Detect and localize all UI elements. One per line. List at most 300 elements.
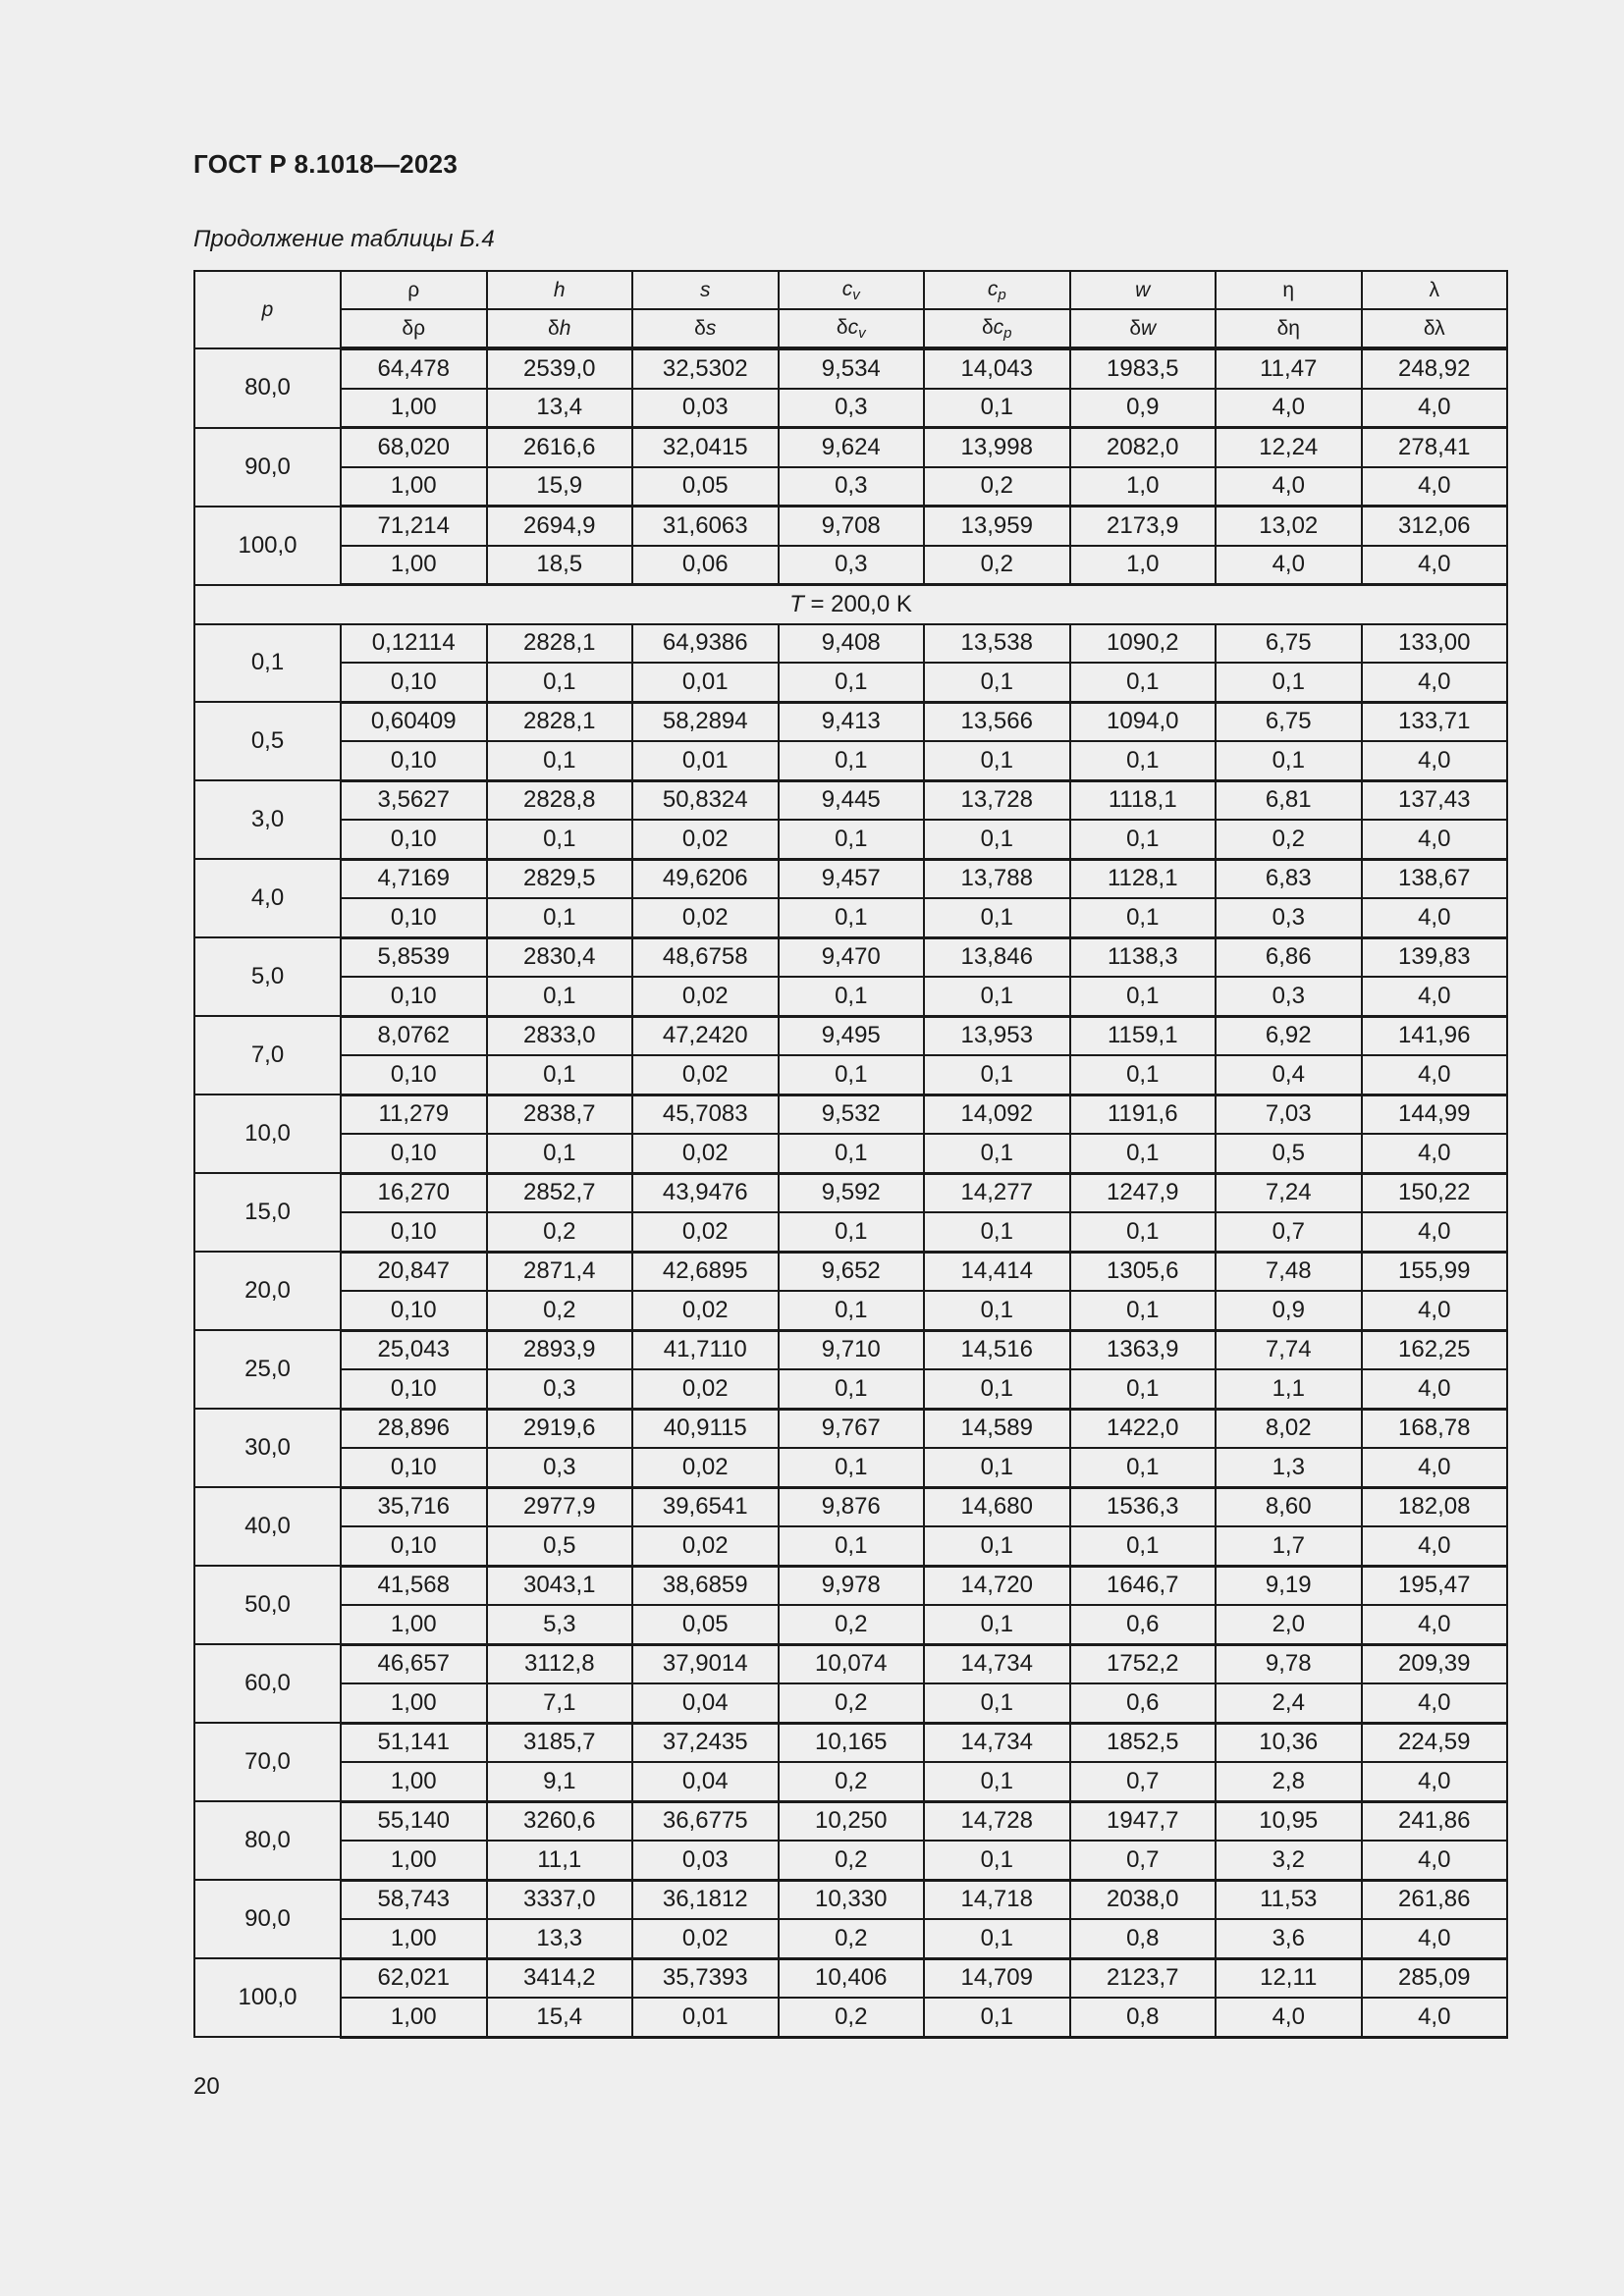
value-cell-rho: 64,478: [341, 348, 487, 389]
uncertainty-cell-lambda: 4,0: [1362, 1291, 1508, 1330]
value-cell-lambda: 278,41: [1362, 428, 1508, 467]
uncertainty-cell-cp: 0,2: [924, 467, 1070, 507]
table-row-uncertainties: [194, 1369, 1507, 1409]
uncertainty-cell-h: 5,3: [487, 1605, 633, 1644]
table-row-uncertainties: [194, 1526, 1507, 1566]
uncertainty-cell-h: 0,1: [487, 820, 633, 859]
value-cell-rho: 46,657: [341, 1644, 487, 1683]
value-cell-cp: 13,953: [924, 1016, 1070, 1055]
uncertainty-cell-h: 0,3: [487, 1369, 633, 1409]
uncertainty-cell-s: 0,02: [632, 1055, 779, 1095]
value-cell-w: 1536,3: [1070, 1487, 1217, 1526]
value-cell-rho: 25,043: [341, 1330, 487, 1369]
uncertainty-cell-s: 0,01: [632, 741, 779, 780]
uncertainty-cell-cv: 0,1: [779, 1448, 925, 1487]
uncertainty-cell-eta: 0,4: [1216, 1055, 1362, 1095]
value-cell-w: 1752,2: [1070, 1644, 1217, 1683]
uncertainty-cell-lambda: 4,0: [1362, 389, 1508, 428]
value-cell-w: 1983,5: [1070, 348, 1217, 389]
value-cell-h: 2830,4: [487, 937, 633, 977]
uncertainty-cell-lambda: 4,0: [1362, 1134, 1508, 1173]
uncertainty-cell-cv: 0,3: [779, 467, 925, 507]
table-row-values: [194, 348, 1507, 389]
table-row-values: [194, 1801, 1507, 1841]
uncertainty-cell-h: 9,1: [487, 1762, 633, 1801]
value-cell-cp: 13,998: [924, 428, 1070, 467]
value-cell-rho: 28,896: [341, 1409, 487, 1448]
value-cell-cv: 9,624: [779, 428, 925, 467]
uncertainty-cell-eta: 4,0: [1216, 546, 1362, 585]
table-row-values: [194, 1566, 1507, 1605]
uncertainty-cell-h: 15,4: [487, 1998, 633, 2037]
pressure-cell: 10,0: [194, 1095, 341, 1173]
value-cell-cp: 14,734: [924, 1644, 1070, 1683]
value-cell-rho: 16,270: [341, 1173, 487, 1212]
uncertainty-cell-eta: 2,8: [1216, 1762, 1362, 1801]
uncertainty-cell-rho: 0,10: [341, 1526, 487, 1566]
table-row-values: [194, 1487, 1507, 1526]
value-cell-cv: 10,330: [779, 1880, 925, 1919]
uncertainty-cell-cv: 0,2: [779, 1605, 925, 1644]
uncertainty-cell-rho: 0,10: [341, 1448, 487, 1487]
table-row-uncertainties: [194, 1291, 1507, 1330]
uncertainty-cell-w: 0,9: [1070, 389, 1217, 428]
header-delta-eta: δη: [1216, 309, 1362, 348]
uncertainty-cell-w: 0,1: [1070, 1526, 1217, 1566]
uncertainty-cell-rho: 0,10: [341, 741, 487, 780]
uncertainty-cell-cv: 0,2: [779, 1683, 925, 1723]
uncertainty-cell-h: 0,5: [487, 1526, 633, 1566]
uncertainty-cell-h: 15,9: [487, 467, 633, 507]
table-row-uncertainties: [194, 820, 1507, 859]
value-cell-rho: 0,60409: [341, 702, 487, 741]
uncertainty-cell-cp: 0,1: [924, 1134, 1070, 1173]
uncertainty-cell-w: 0,1: [1070, 1448, 1217, 1487]
value-cell-rho: 71,214: [341, 507, 487, 546]
value-cell-cp: 14,589: [924, 1409, 1070, 1448]
value-cell-w: 1138,3: [1070, 937, 1217, 977]
uncertainty-cell-cp: 0,1: [924, 1369, 1070, 1409]
value-header-row: [194, 271, 1507, 309]
uncertainty-cell-eta: 0,5: [1216, 1134, 1362, 1173]
value-cell-cp: 14,414: [924, 1252, 1070, 1291]
uncertainty-cell-eta: 1,1: [1216, 1369, 1362, 1409]
pressure-cell: 100,0: [194, 507, 341, 585]
value-cell-s: 37,9014: [632, 1644, 779, 1683]
value-cell-cv: 9,767: [779, 1409, 925, 1448]
uncertainty-header-row: [194, 309, 1507, 348]
value-cell-s: 47,2420: [632, 1016, 779, 1055]
table-row-values: [194, 624, 1507, 664]
value-cell-lambda: 137,43: [1362, 780, 1508, 820]
value-cell-lambda: 195,47: [1362, 1566, 1508, 1605]
value-cell-w: 1422,0: [1070, 1409, 1217, 1448]
pressure-cell: 30,0: [194, 1409, 341, 1487]
value-cell-h: 2838,7: [487, 1095, 633, 1134]
value-cell-w: 2038,0: [1070, 1880, 1217, 1919]
value-cell-eta: 6,83: [1216, 859, 1362, 898]
uncertainty-cell-lambda: 4,0: [1362, 1526, 1508, 1566]
value-cell-s: 43,9476: [632, 1173, 779, 1212]
value-cell-lambda: 139,83: [1362, 937, 1508, 977]
value-cell-eta: 6,75: [1216, 702, 1362, 741]
table-row-uncertainties: [194, 1841, 1507, 1880]
uncertainty-cell-s: 0,02: [632, 1212, 779, 1252]
pressure-cell: 0,5: [194, 702, 341, 780]
uncertainty-cell-eta: 2,0: [1216, 1605, 1362, 1644]
uncertainty-cell-cv: 0,1: [779, 977, 925, 1016]
value-cell-cp: 13,538: [924, 624, 1070, 664]
table-body: [194, 348, 1507, 2037]
value-cell-rho: 68,020: [341, 428, 487, 467]
value-cell-cp: 13,846: [924, 937, 1070, 977]
value-cell-eta: 7,74: [1216, 1330, 1362, 1369]
table-row-uncertainties: [194, 898, 1507, 937]
header-delta-cv: $\delta c_v$: [779, 309, 925, 348]
value-cell-cp: 13,566: [924, 702, 1070, 741]
uncertainty-cell-h: 0,2: [487, 1212, 633, 1252]
uncertainty-cell-cv: 0,1: [779, 1134, 925, 1173]
value-cell-eta: 6,92: [1216, 1016, 1362, 1055]
table-row-values: [194, 1723, 1507, 1762]
value-cell-w: 1947,7: [1070, 1801, 1217, 1841]
uncertainty-cell-s: 0,03: [632, 1841, 779, 1880]
value-cell-cv: 9,413: [779, 702, 925, 741]
uncertainty-cell-s: 0,02: [632, 820, 779, 859]
uncertainty-cell-rho: 0,10: [341, 1134, 487, 1173]
uncertainty-cell-h: 0,3: [487, 1448, 633, 1487]
uncertainty-cell-cp: 0,1: [924, 977, 1070, 1016]
value-cell-lambda: 141,96: [1362, 1016, 1508, 1055]
uncertainty-cell-eta: 3,6: [1216, 1919, 1362, 1958]
uncertainty-cell-w: 0,1: [1070, 820, 1217, 859]
value-cell-eta: 8,60: [1216, 1487, 1362, 1526]
uncertainty-cell-w: 0,6: [1070, 1605, 1217, 1644]
table-row-uncertainties: [194, 1605, 1507, 1644]
value-cell-lambda: 144,99: [1362, 1095, 1508, 1134]
pressure-cell: 40,0: [194, 1487, 341, 1566]
value-cell-s: 32,5302: [632, 348, 779, 389]
header-s: s: [632, 271, 779, 309]
value-cell-w: 1247,9: [1070, 1173, 1217, 1212]
value-cell-h: 2977,9: [487, 1487, 633, 1526]
value-cell-w: 1852,5: [1070, 1723, 1217, 1762]
uncertainty-cell-w: 1,0: [1070, 467, 1217, 507]
value-cell-eta: 12,24: [1216, 428, 1362, 467]
value-cell-w: 1191,6: [1070, 1095, 1217, 1134]
header-delta-w: δw: [1070, 309, 1217, 348]
header-delta-cp: $\delta c_p$: [924, 309, 1070, 348]
header-eta: η: [1216, 271, 1362, 309]
value-cell-eta: 7,03: [1216, 1095, 1362, 1134]
value-cell-lambda: 248,92: [1362, 348, 1508, 389]
table-row-values: [194, 1016, 1507, 1055]
uncertainty-cell-s: 0,02: [632, 977, 779, 1016]
uncertainty-cell-h: 13,4: [487, 389, 633, 428]
uncertainty-cell-lambda: 4,0: [1362, 741, 1508, 780]
uncertainty-cell-eta: 0,1: [1216, 663, 1362, 702]
uncertainty-cell-s: 0,02: [632, 1134, 779, 1173]
uncertainty-cell-rho: 1,00: [341, 1919, 487, 1958]
uncertainty-cell-s: 0,01: [632, 1998, 779, 2037]
table-row-uncertainties: [194, 663, 1507, 702]
value-cell-lambda: 285,09: [1362, 1958, 1508, 1998]
uncertainty-cell-rho: 1,00: [341, 389, 487, 428]
value-cell-h: 2893,9: [487, 1330, 633, 1369]
uncertainty-cell-rho: 1,00: [341, 546, 487, 585]
uncertainty-cell-eta: 1,7: [1216, 1526, 1362, 1566]
value-cell-lambda: 168,78: [1362, 1409, 1508, 1448]
header-delta-lambda: δλ: [1362, 309, 1508, 348]
uncertainty-cell-h: 0,1: [487, 1134, 633, 1173]
uncertainty-cell-cv: 0,1: [779, 1212, 925, 1252]
value-cell-eta: 9,78: [1216, 1644, 1362, 1683]
table-row-values: [194, 1330, 1507, 1369]
uncertainty-cell-rho: 1,00: [341, 467, 487, 507]
table-row-values: [194, 859, 1507, 898]
value-cell-w: 1118,1: [1070, 780, 1217, 820]
value-cell-h: 2852,7: [487, 1173, 633, 1212]
uncertainty-cell-cp: 0,1: [924, 1841, 1070, 1880]
value-cell-cp: 14,728: [924, 1801, 1070, 1841]
pressure-cell: 5,0: [194, 937, 341, 1016]
value-cell-w: 1363,9: [1070, 1330, 1217, 1369]
uncertainty-cell-cv: 0,2: [779, 1762, 925, 1801]
value-cell-eta: 6,81: [1216, 780, 1362, 820]
uncertainty-cell-rho: 1,00: [341, 1841, 487, 1880]
uncertainty-cell-w: 0,6: [1070, 1683, 1217, 1723]
value-cell-w: 2082,0: [1070, 428, 1217, 467]
uncertainty-cell-eta: 3,2: [1216, 1841, 1362, 1880]
uncertainty-cell-h: 0,2: [487, 1291, 633, 1330]
value-cell-cp: 13,728: [924, 780, 1070, 820]
table-row-values: [194, 507, 1507, 546]
uncertainty-cell-cp: 0,1: [924, 820, 1070, 859]
uncertainty-cell-w: 0,1: [1070, 1055, 1217, 1095]
header-w: w: [1070, 271, 1217, 309]
header-lambda: λ: [1362, 271, 1508, 309]
value-cell-rho: 11,279: [341, 1095, 487, 1134]
value-cell-eta: 7,48: [1216, 1252, 1362, 1291]
uncertainty-cell-w: 0,1: [1070, 977, 1217, 1016]
uncertainty-cell-s: 0,02: [632, 1919, 779, 1958]
uncertainty-cell-lambda: 4,0: [1362, 1683, 1508, 1723]
value-cell-lambda: 182,08: [1362, 1487, 1508, 1526]
value-cell-cp: 13,959: [924, 507, 1070, 546]
value-cell-s: 40,9115: [632, 1409, 779, 1448]
table-row-uncertainties: [194, 1448, 1507, 1487]
value-cell-s: 41,7110: [632, 1330, 779, 1369]
value-cell-w: 1090,2: [1070, 624, 1217, 664]
value-cell-h: 2871,4: [487, 1252, 633, 1291]
uncertainty-cell-w: 0,1: [1070, 1212, 1217, 1252]
uncertainty-cell-lambda: 4,0: [1362, 1212, 1508, 1252]
uncertainty-cell-cp: 0,1: [924, 1605, 1070, 1644]
uncertainty-cell-cp: 0,1: [924, 1291, 1070, 1330]
uncertainty-cell-s: 0,05: [632, 467, 779, 507]
uncertainty-cell-cp: 0,1: [924, 1055, 1070, 1095]
pressure-cell: 80,0: [194, 348, 341, 428]
pressure-cell: 50,0: [194, 1566, 341, 1644]
value-cell-s: 50,8324: [632, 780, 779, 820]
value-cell-rho: 5,8539: [341, 937, 487, 977]
value-cell-cv: 9,978: [779, 1566, 925, 1605]
uncertainty-cell-w: 0,7: [1070, 1841, 1217, 1880]
uncertainty-cell-rho: 1,00: [341, 1683, 487, 1723]
pressure-cell: 70,0: [194, 1723, 341, 1801]
value-cell-rho: 8,0762: [341, 1016, 487, 1055]
value-cell-rho: 35,716: [341, 1487, 487, 1526]
value-cell-cp: 14,709: [924, 1958, 1070, 1998]
table-row-values: [194, 1173, 1507, 1212]
value-cell-w: 2123,7: [1070, 1958, 1217, 1998]
table-row-values: [194, 937, 1507, 977]
uncertainty-cell-cv: 0,1: [779, 820, 925, 859]
table-header: [194, 271, 1507, 348]
uncertainty-cell-eta: 2,4: [1216, 1683, 1362, 1723]
uncertainty-cell-cp: 0,1: [924, 1998, 1070, 2037]
table-row-uncertainties: [194, 546, 1507, 585]
pressure-cell: 20,0: [194, 1252, 341, 1330]
value-cell-w: 1094,0: [1070, 702, 1217, 741]
value-cell-h: 3112,8: [487, 1644, 633, 1683]
value-cell-s: 49,6206: [632, 859, 779, 898]
uncertainty-cell-cv: 0,2: [779, 1998, 925, 2037]
uncertainty-cell-s: 0,01: [632, 663, 779, 702]
value-cell-cv: 9,534: [779, 348, 925, 389]
value-cell-rho: 62,021: [341, 1958, 487, 1998]
value-cell-cv: 9,445: [779, 780, 925, 820]
table-row-uncertainties: [194, 977, 1507, 1016]
pressure-cell: 4,0: [194, 859, 341, 937]
uncertainty-cell-rho: 0,10: [341, 1212, 487, 1252]
table-row-uncertainties: [194, 1998, 1507, 2037]
uncertainty-cell-cv: 0,3: [779, 546, 925, 585]
value-cell-cv: 9,876: [779, 1487, 925, 1526]
uncertainty-cell-lambda: 4,0: [1362, 977, 1508, 1016]
value-cell-s: 64,9386: [632, 624, 779, 664]
uncertainty-cell-cp: 0,1: [924, 1448, 1070, 1487]
section-label: T = 200,0 K: [194, 585, 1507, 624]
pressure-cell: 0,1: [194, 624, 341, 703]
uncertainty-cell-eta: 0,1: [1216, 741, 1362, 780]
uncertainty-cell-h: 0,1: [487, 663, 633, 702]
value-cell-s: 38,6859: [632, 1566, 779, 1605]
uncertainty-cell-w: 0,1: [1070, 1134, 1217, 1173]
uncertainty-cell-h: 0,1: [487, 977, 633, 1016]
table-row-uncertainties: [194, 1762, 1507, 1801]
value-cell-w: 2173,9: [1070, 507, 1217, 546]
table-row-values: [194, 1644, 1507, 1683]
uncertainty-cell-s: 0,06: [632, 546, 779, 585]
pressure-cell: 15,0: [194, 1173, 341, 1252]
value-cell-s: 32,0415: [632, 428, 779, 467]
value-cell-cv: 9,652: [779, 1252, 925, 1291]
header-delta-rho: δρ: [341, 309, 487, 348]
uncertainty-cell-h: 7,1: [487, 1683, 633, 1723]
value-cell-lambda: 133,00: [1362, 624, 1508, 664]
value-cell-eta: 10,36: [1216, 1723, 1362, 1762]
uncertainty-cell-cv: 0,1: [779, 1291, 925, 1330]
uncertainty-cell-cv: 0,1: [779, 898, 925, 937]
value-cell-eta: 12,11: [1216, 1958, 1362, 1998]
uncertainty-cell-lambda: 4,0: [1362, 467, 1508, 507]
uncertainty-cell-s: 0,02: [632, 1291, 779, 1330]
uncertainty-cell-lambda: 4,0: [1362, 1448, 1508, 1487]
uncertainty-cell-w: 0,1: [1070, 1291, 1217, 1330]
value-cell-eta: 11,47: [1216, 348, 1362, 389]
uncertainty-cell-lambda: 4,0: [1362, 1605, 1508, 1644]
uncertainty-cell-h: 0,1: [487, 741, 633, 780]
uncertainty-cell-h: 0,1: [487, 1055, 633, 1095]
value-cell-w: 1159,1: [1070, 1016, 1217, 1055]
uncertainty-cell-cv: 0,1: [779, 741, 925, 780]
value-cell-s: 36,1812: [632, 1880, 779, 1919]
header-cv: $c_v$: [779, 271, 925, 309]
uncertainty-cell-cv: 0,1: [779, 1526, 925, 1566]
header-cp: $c_p$: [924, 271, 1070, 309]
uncertainty-cell-rho: 1,00: [341, 1762, 487, 1801]
document-header: ГОСТ Р 8.1018—2023: [193, 149, 459, 179]
value-cell-w: 1646,7: [1070, 1566, 1217, 1605]
uncertainty-cell-cp: 0,1: [924, 1762, 1070, 1801]
uncertainty-cell-s: 0,05: [632, 1605, 779, 1644]
uncertainty-cell-cv: 0,2: [779, 1841, 925, 1880]
value-cell-lambda: 155,99: [1362, 1252, 1508, 1291]
uncertainty-cell-eta: 4,0: [1216, 467, 1362, 507]
uncertainty-cell-h: 11,1: [487, 1841, 633, 1880]
uncertainty-cell-h: 0,1: [487, 898, 633, 937]
value-cell-lambda: 138,67: [1362, 859, 1508, 898]
value-cell-rho: 20,847: [341, 1252, 487, 1291]
value-cell-lambda: 261,86: [1362, 1880, 1508, 1919]
value-cell-h: 2919,6: [487, 1409, 633, 1448]
value-cell-s: 36,6775: [632, 1801, 779, 1841]
pressure-cell: 7,0: [194, 1016, 341, 1095]
value-cell-lambda: 224,59: [1362, 1723, 1508, 1762]
pressure-cell: 3,0: [194, 780, 341, 859]
value-cell-rho: 55,140: [341, 1801, 487, 1841]
value-cell-w: 1305,6: [1070, 1252, 1217, 1291]
uncertainty-cell-cp: 0,1: [924, 1526, 1070, 1566]
value-cell-cv: 9,592: [779, 1173, 925, 1212]
pressure-cell: 100,0: [194, 1958, 341, 2037]
header-delta-s: δs: [632, 309, 779, 348]
value-cell-lambda: 150,22: [1362, 1173, 1508, 1212]
value-cell-cp: 14,277: [924, 1173, 1070, 1212]
uncertainty-cell-eta: 0,3: [1216, 977, 1362, 1016]
value-cell-rho: 58,743: [341, 1880, 487, 1919]
value-cell-cp: 14,720: [924, 1566, 1070, 1605]
uncertainty-cell-s: 0,02: [632, 898, 779, 937]
value-cell-rho: 3,5627: [341, 780, 487, 820]
value-cell-eta: 8,02: [1216, 1409, 1362, 1448]
value-cell-rho: 51,141: [341, 1723, 487, 1762]
uncertainty-cell-eta: 4,0: [1216, 1998, 1362, 2037]
value-cell-cv: 9,408: [779, 624, 925, 664]
properties-table: [193, 270, 1508, 2039]
value-cell-eta: 6,86: [1216, 937, 1362, 977]
uncertainty-cell-lambda: 4,0: [1362, 1762, 1508, 1801]
value-cell-h: 2694,9: [487, 507, 633, 546]
value-cell-s: 42,6895: [632, 1252, 779, 1291]
uncertainty-cell-w: 0,1: [1070, 663, 1217, 702]
header-h: h: [487, 271, 633, 309]
value-cell-lambda: 241,86: [1362, 1801, 1508, 1841]
section-header-row: [194, 585, 1507, 624]
uncertainty-cell-rho: 1,00: [341, 1998, 487, 2037]
table-row-uncertainties: [194, 741, 1507, 780]
